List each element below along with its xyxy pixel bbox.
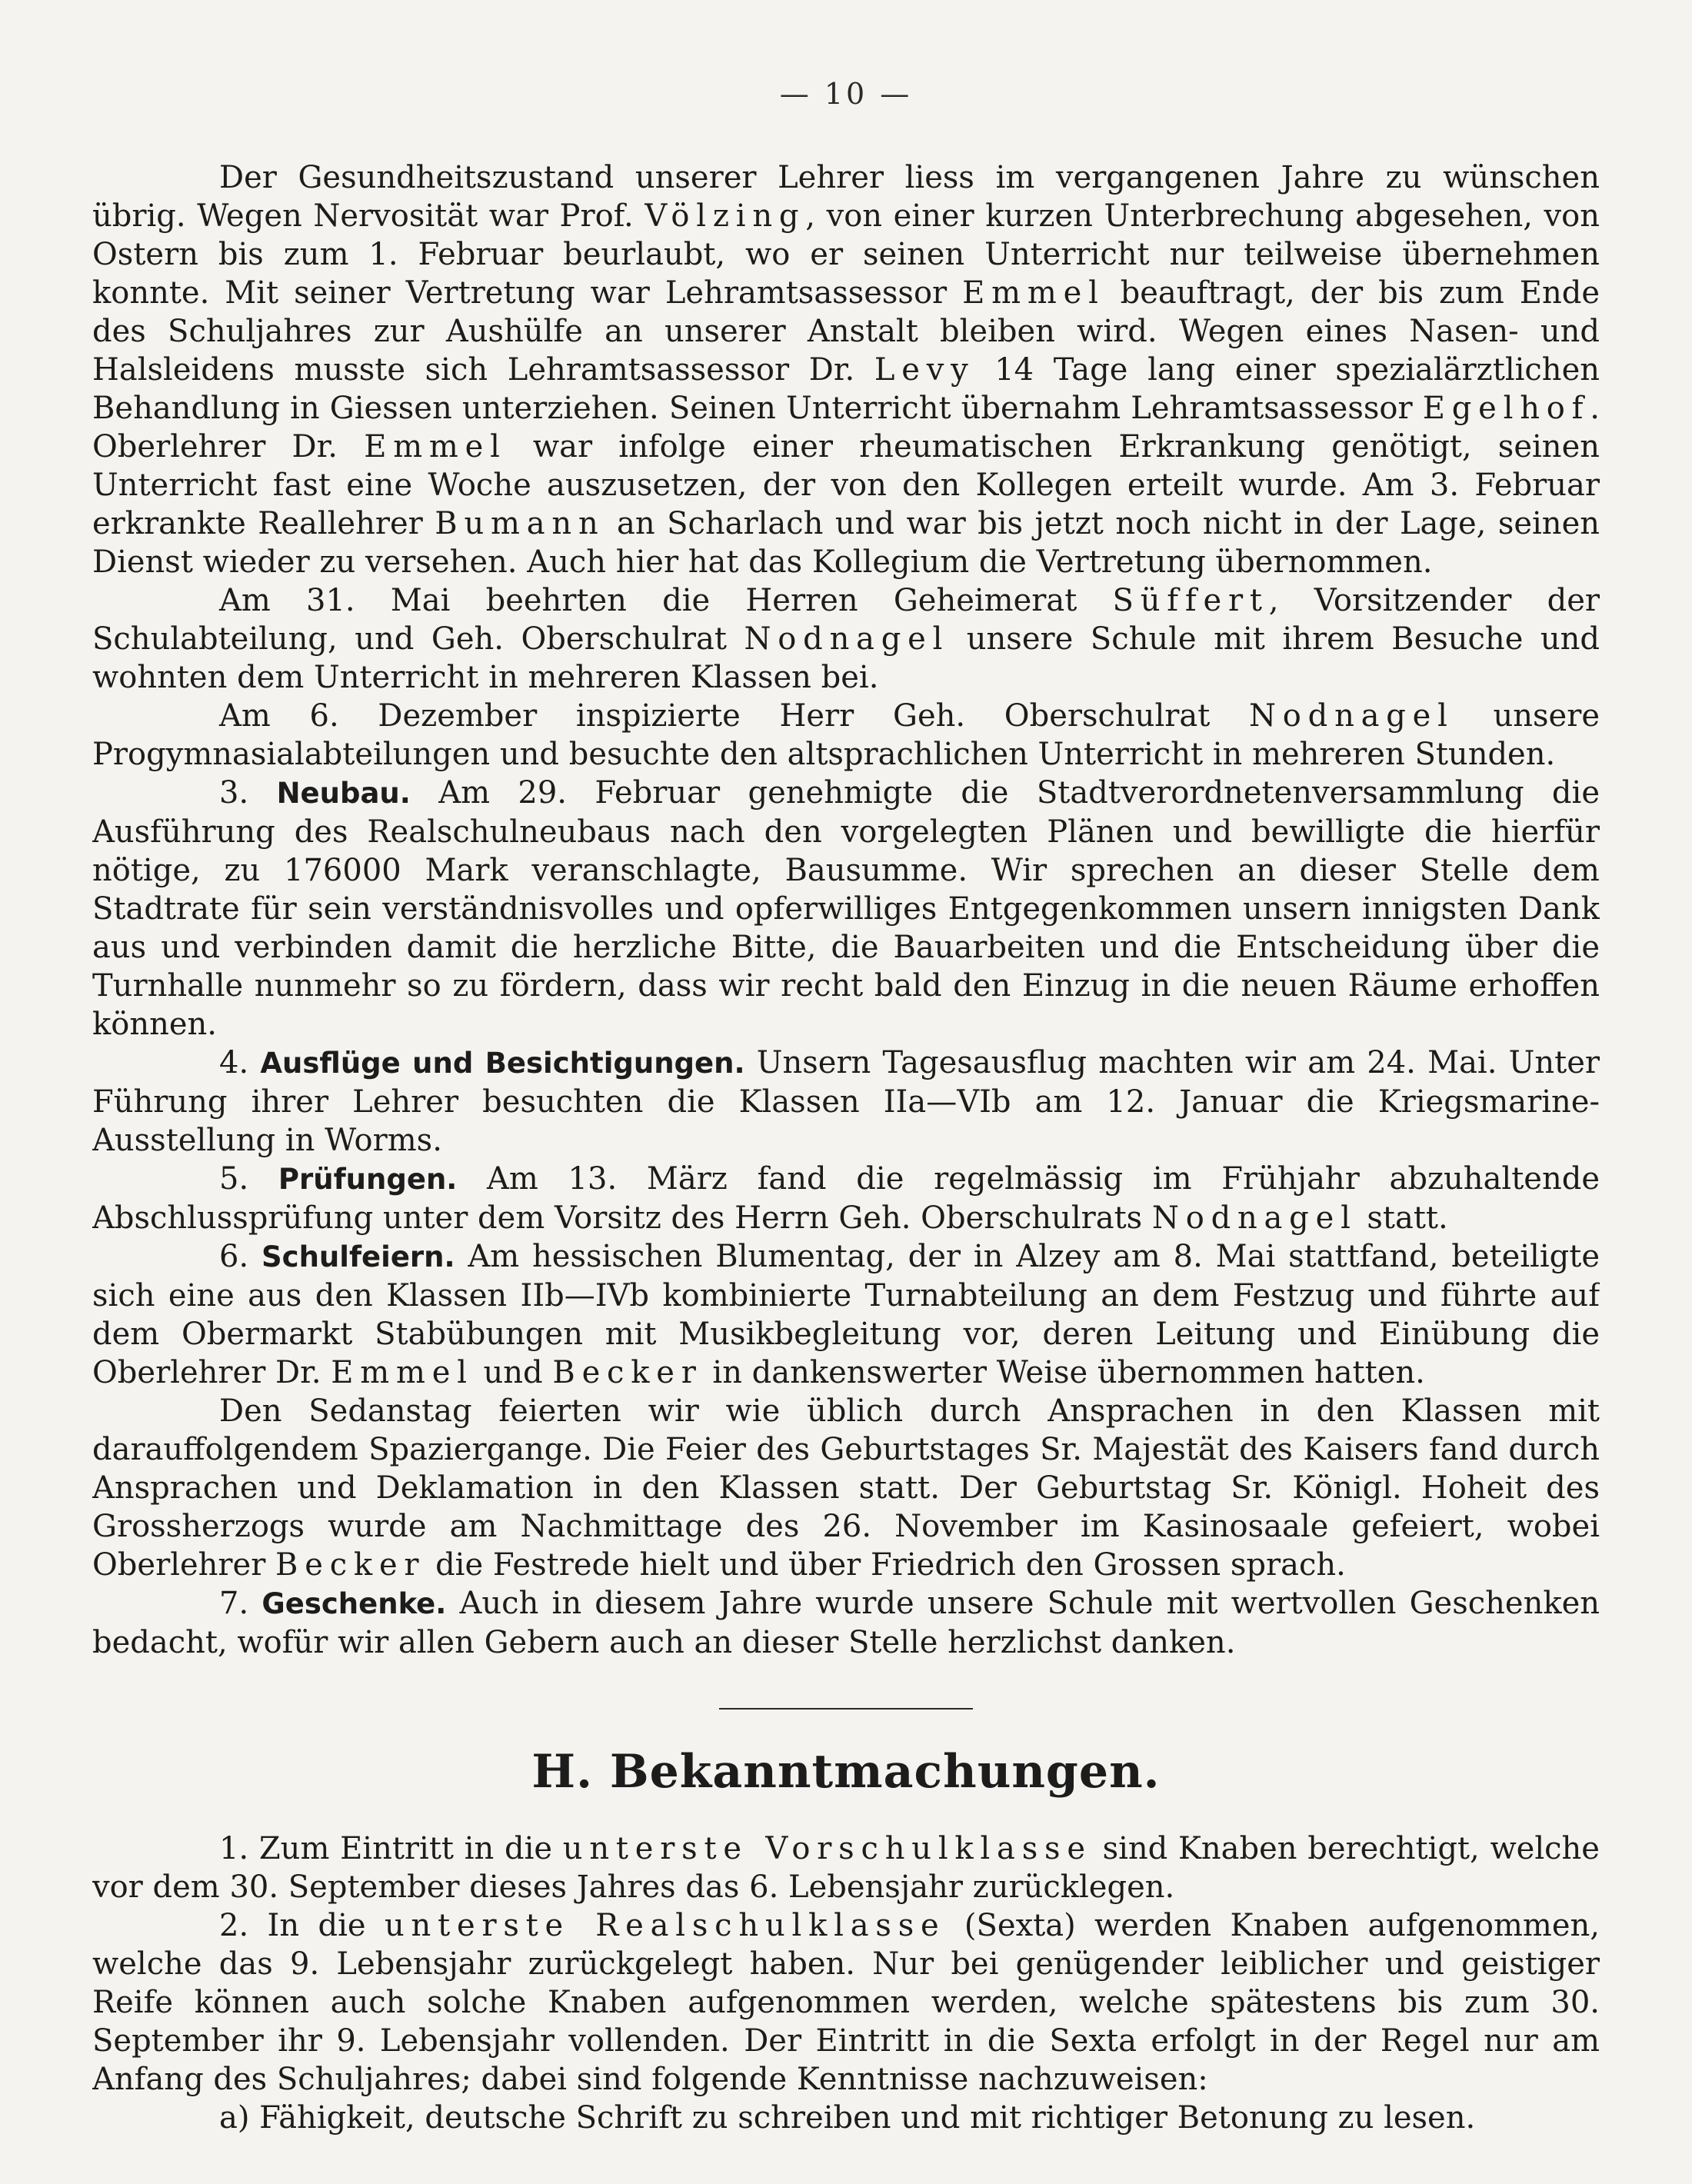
text-run: Auch in diesem Jahre wurde unsere Schule mit wertvollen Geschenken bedacht, wofür wir allen Gebern auch an dieser Stelle herzlichst danken. — [92, 1586, 1600, 1660]
text-run: 1. Zum Eintritt in die — [219, 1831, 563, 1866]
text-run: sind Knaben berechtigt, welche vor dem 30. September dieses Jahres das 6. Lebensjahr zurücklegen. — [92, 1831, 1600, 1905]
document-page — [92, 77, 1600, 2153]
text-run: , Vorsitzender der Schulabteilung, und Geh. Oberschulrat — [92, 583, 1600, 657]
text-run: Den Sedanstag feierten wir wie üblich durch Ansprachen in den Klassen mit darauffolgendem Spaziergange. Die Feier des Geburtstages Sr. Majestät des Kaisers fand durch Ansprachen und Deklamation in den Klassen statt. Der Geburtstag Sr. Königl. Hoheit des Grossherzogs wurde am Nachmittage des 26. November im Kasinosaale gefeiert, wobei Oberlehrer — [92, 1393, 1600, 1583]
name-spaced: Nodnagel — [744, 621, 950, 657]
text-run: Am 6. Dezember inspizierte Herr Geh. Oberschulrat — [219, 698, 1249, 734]
paragraph-ausfluege — [92, 1044, 1600, 1160]
text-run: Der Gesundheitszustand unserer Lehrer liess im vergangenen Jahre zu wünschen übrig. Wegen Nervosität war Prof. — [92, 160, 1600, 234]
name-spaced: Emmel — [364, 429, 507, 464]
name-spaced: Levy — [874, 352, 975, 388]
page-number: — 10 — — [779, 77, 913, 111]
paragraph-health — [92, 158, 1600, 581]
name-spaced: Bumann — [435, 506, 605, 541]
emphasis-spaced: unterste Realschulklasse — [384, 1908, 946, 1943]
paragraph-neubau — [92, 774, 1600, 1044]
text-run: . Oberlehrer Dr. — [92, 391, 1600, 464]
paragraph-geschenke — [92, 1584, 1600, 1662]
name-spaced: Emmel — [962, 275, 1105, 311]
text-run: Am 29. Februar genehmigte die Stadtverordnetenversammlung die Ausführung des Realschulneubaus nach den vorgelegten Plänen und bewilligte die hierfür nötige, zu 176000 Mark veranschlagte, Bausumme. Wir sprechen an dieser Stelle dem Stadtrate für sein verständnisvolles und opferwilliges Entgegenkommen unsern innigsten Dank aus und verbinden damit die herzliche Bitte, die Bauarbeiten und die Entscheidung über die Turnhalle nunmehr so zu fördern, dass wir recht bald den Einzug in die neuen Räume erhoffen können. — [92, 775, 1600, 1042]
paragraph-sedanstag — [92, 1392, 1600, 1584]
text-run: statt. — [1357, 1200, 1448, 1236]
text-run: unsere Schule mit ihrem Besuche und wohnten dem Unterricht in mehreren Klassen bei. — [92, 621, 1600, 695]
text-run: unsere Progymnasialabteilungen und besuchte den altsprachlichen Unterricht in mehreren Stunden. — [92, 698, 1600, 772]
announcement-item-2 — [92, 1906, 1600, 2099]
text-run: beauftragt, der bis zum Ende des Schuljahres zur Aushülfe an unserer Anstalt bleiben wird. Wegen eines Nasen- und Halsleidens musste sich Lehramtsassessor Dr. — [92, 275, 1600, 388]
name-spaced: Egelhof — [1422, 391, 1590, 426]
item-number: 3. — [219, 775, 249, 811]
name-spaced: Nodnagel — [1151, 1200, 1357, 1236]
text-run: die Festrede hielt und über Friedrich den Grossen sprach. — [425, 1547, 1346, 1583]
text-run: , von einer kurzen Unterbrechung abgesehen, von Ostern bis zum 1. Februar beurlaubt, wo er seinen Unterricht nur teilweise übernehmen konnte. Mit seiner Vertretung war Lehramtsassessor — [92, 198, 1600, 311]
text-run: (Sexta) werden Knaben aufgenommen, welche das 9. Lebensjahr zurückgelegt haben. Nur bei genügender leiblicher und geistiger Reife können auch solche Knaben aufgenommen werden, welche spätestens bis zum 30. September ihr 9. Lebensjahr vollenden. Der Eintritt in die Sexta erfolgt in der Regel nur am Anfang des Schuljahres; dabei sind folgende Kenntnisse nachzuweisen: — [92, 1908, 1600, 2097]
paragraph-visit — [92, 581, 1600, 697]
text-run: und — [473, 1355, 553, 1390]
text-run: Am 31. Mai beehrten die Herren Geheimerat — [219, 583, 1113, 618]
paragraph-inspection — [92, 697, 1600, 774]
text-run: an Scharlach und war bis jetzt noch nicht in der Lage, seinen Dienst wieder zu versehen. Auch hier hat das Kollegium die Vertretung übernommen. — [92, 506, 1600, 580]
emphasis-spaced: unterste Vorschulklasse — [562, 1831, 1092, 1866]
paragraph-schulfeiern — [92, 1237, 1600, 1392]
name-spaced: Völzing — [644, 198, 806, 234]
paragraph-pruefungen — [92, 1160, 1600, 1237]
name-spaced: Emmel — [331, 1355, 474, 1390]
text-run: 2. In die — [219, 1908, 385, 1943]
item-heading: Schulfeiern. — [261, 1240, 455, 1273]
name-spaced: Becker — [552, 1355, 703, 1390]
section-divider — [719, 1708, 973, 1710]
item-heading: Ausflüge und Besichtigungen. — [260, 1047, 745, 1080]
item-number: 7. — [219, 1586, 249, 1621]
announcement-item-1 — [92, 1829, 1600, 1906]
item-heading: Neubau. — [276, 777, 411, 810]
text-run: 14 Tage lang einer spezialärztlichen Behandlung in Giessen unterziehen. Seinen Unterricht übernahm Lehramtsassessor — [92, 352, 1600, 426]
text-run: Am hessischen Blumentag, der in Alzey am 8. Mai stattfand, beteiligte sich eine aus den Klassen IIb—IVb kombinierte Turnabteilung an dem Festzug und führte auf dem Obermarkt Stabübungen mit Musikbegleitung vor, deren Leitung und Einübung die Oberlehrer Dr. — [92, 1239, 1600, 1390]
item-number: 5. — [219, 1161, 249, 1197]
section-title: H. Bekanntmachungen. — [531, 1745, 1161, 1799]
name-spaced: Süffert — [1112, 583, 1269, 618]
text-run: Am 13. März fand die regelmässig im Frühjahr abzuhaltende Abschlussprüfung unter dem Vorsitz des Herrn Geh. Oberschulrats — [92, 1161, 1600, 1236]
item-number: 4. — [219, 1045, 249, 1080]
name-spaced: Nodnagel — [1248, 698, 1454, 734]
item-heading: Geschenke. — [261, 1587, 447, 1620]
text-run: in dankenswerter Weise übernommen hatten. — [702, 1355, 1425, 1390]
name-spaced: Becker — [275, 1547, 426, 1583]
item-heading: Prüfungen. — [278, 1163, 458, 1196]
announcement-item-2a: a) Fähigkeit, deutsche Schrift zu schreiben und mit richtiger Betonung zu lesen. — [219, 2100, 1476, 2136]
text-run: war infolge einer rheumatischen Erkrankung genötigt, seinen Unterricht fast eine Woche auszusetzen, der von den Kollegen erteilt wurde. Am 3. Februar erkrankte Reallehrer — [92, 429, 1600, 541]
text-run: Unsern Tagesausflug machten wir am 24. Mai. Unter Führung ihrer Lehrer besuchten die Klassen IIa—VIb am 12. Januar die Kriegsmarine-Ausstellung in Worms. — [92, 1045, 1600, 1158]
item-number: 6. — [219, 1239, 249, 1274]
